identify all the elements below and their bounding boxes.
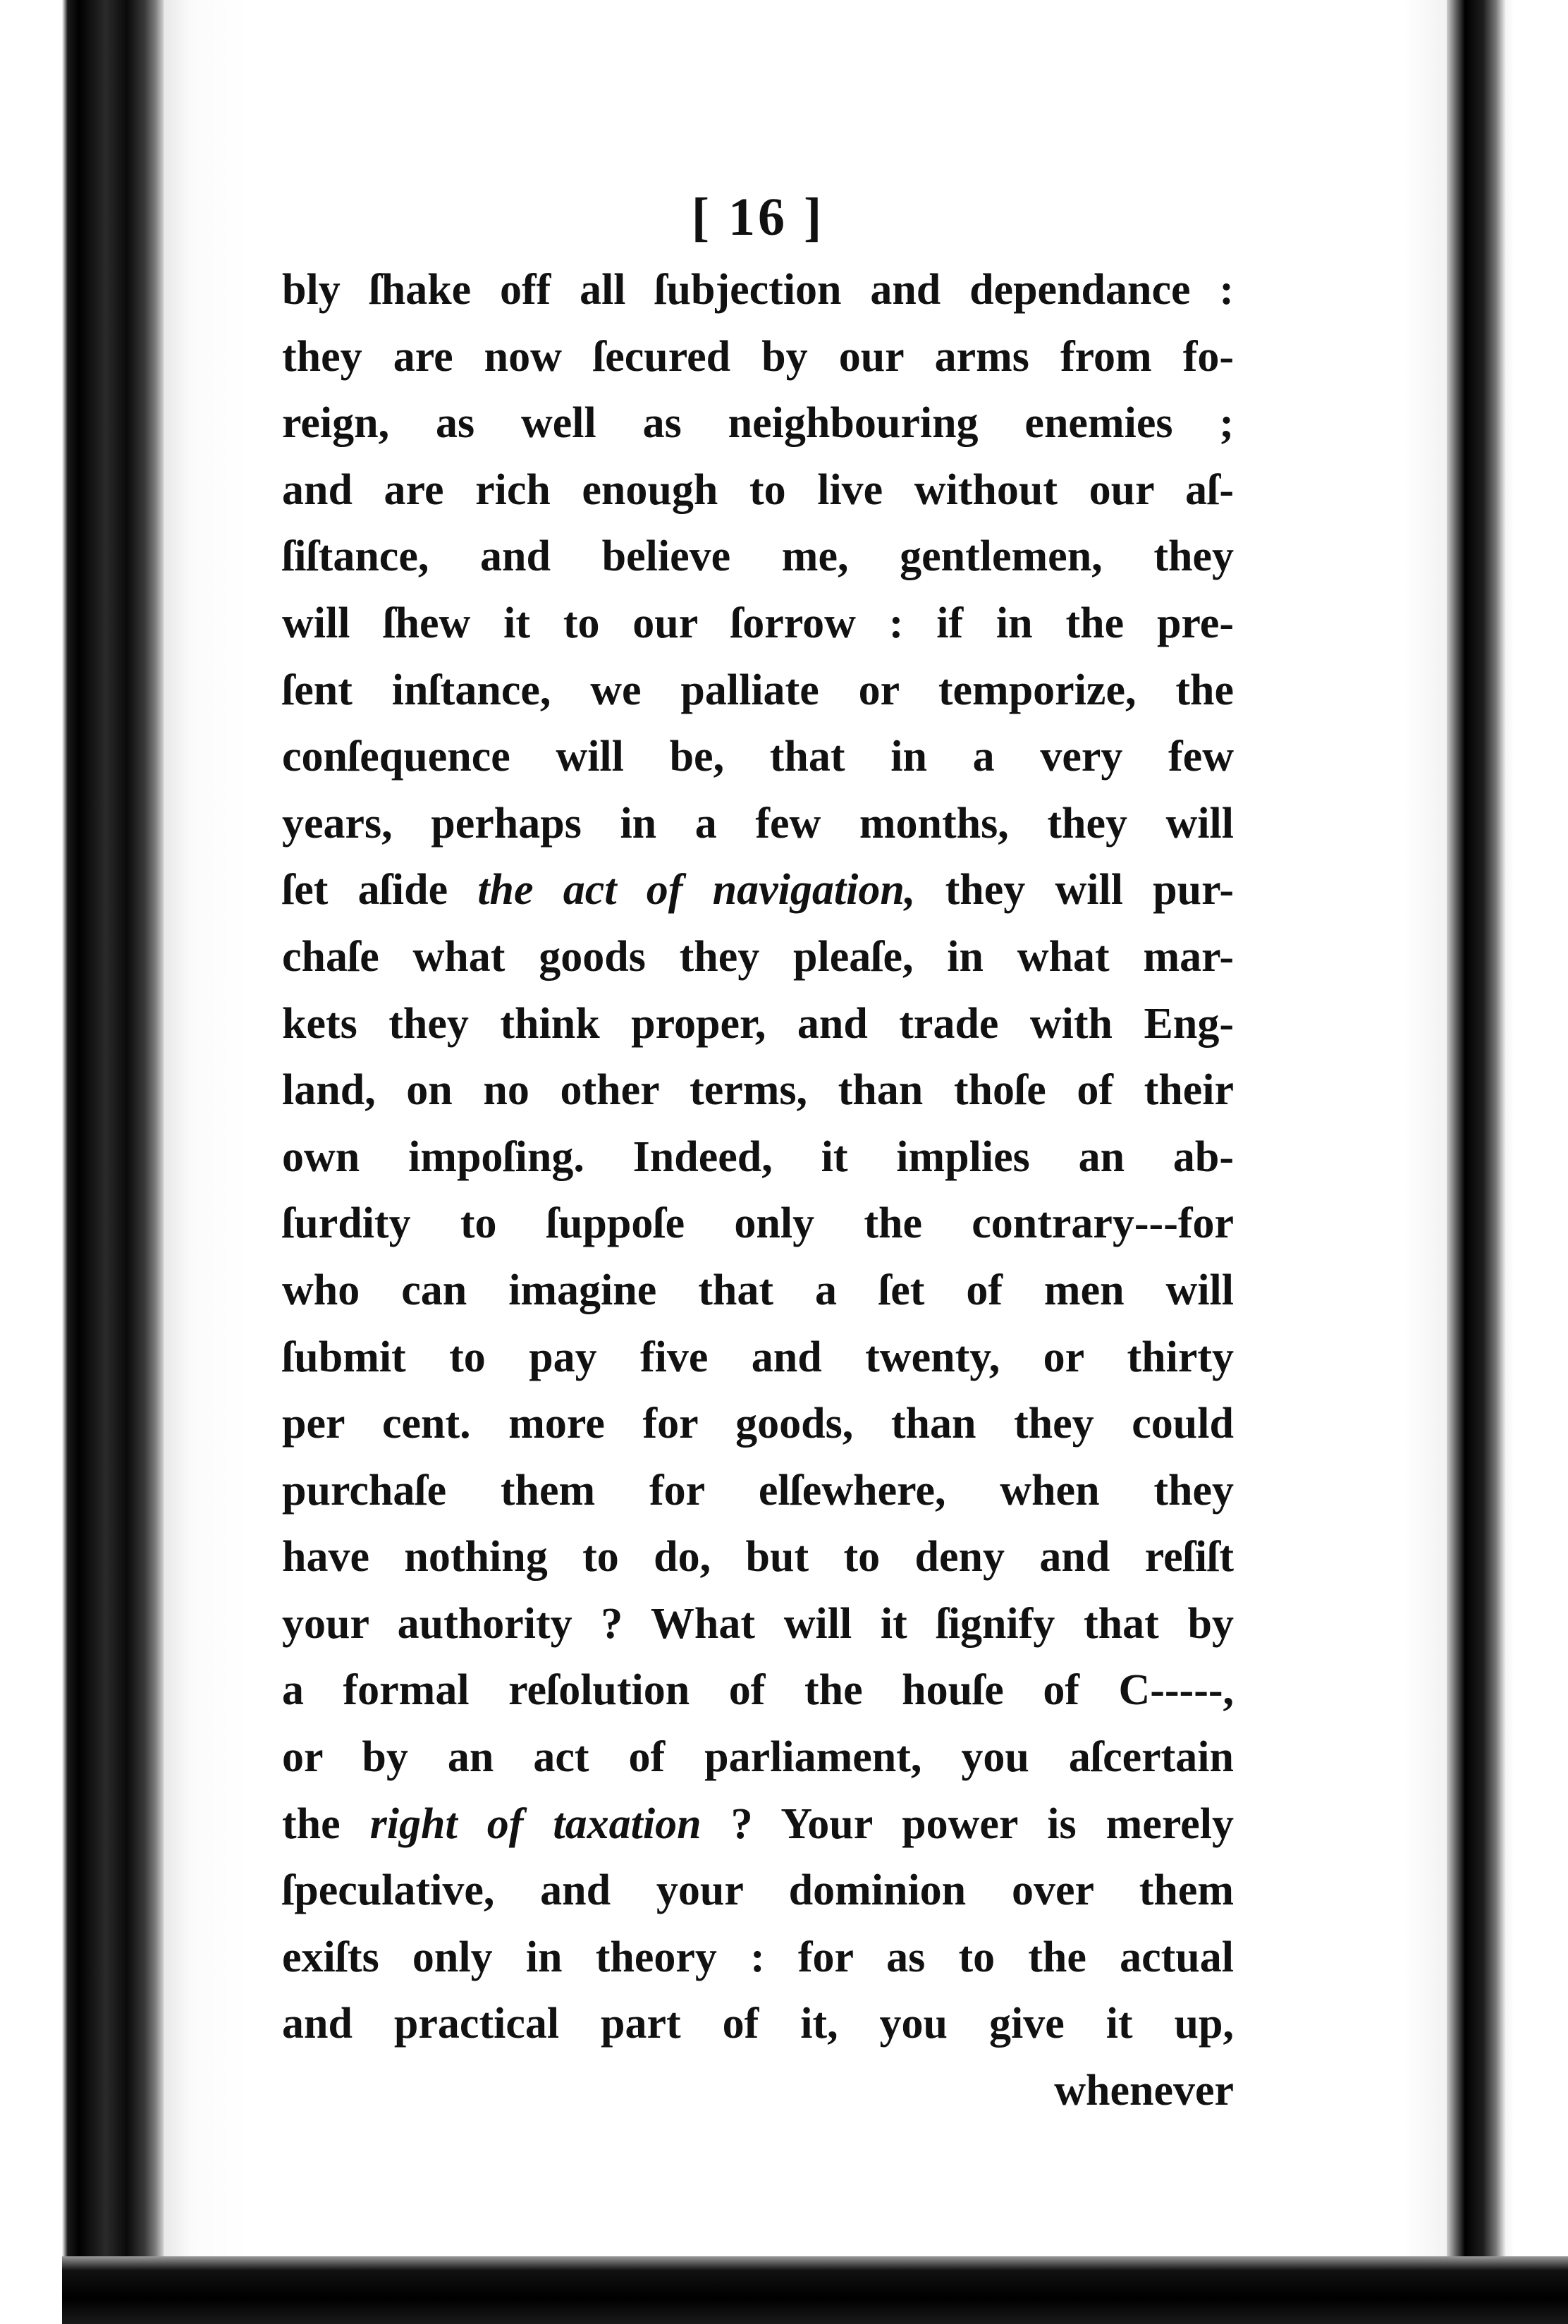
text-line: years, perhaps in a few months, they will bbox=[282, 799, 1234, 848]
text-line: have nothing to do, but to deny and reſiſt bbox=[282, 1533, 1234, 1582]
text-line: will ſhew it to our ſorrow : if in the pre- bbox=[282, 599, 1234, 647]
text-span: ſet aſide bbox=[282, 866, 478, 915]
catchword: whenever bbox=[1054, 2067, 1234, 2115]
text-line: bly ſhake off all ſubjection and dependance : bbox=[282, 266, 1234, 314]
text-line: kets they think proper, and trade with Eng- bbox=[282, 999, 1234, 1048]
text-line: and practical part of it, you give it up, bbox=[282, 2000, 1234, 2048]
page-edge-right bbox=[1447, 0, 1568, 2324]
text-line: your authority ? What will it ſignify that by bbox=[282, 1599, 1234, 1648]
italic-phrase: right of taxation bbox=[369, 1799, 702, 1848]
text-line bbox=[282, 1791, 1234, 1858]
binding-gutter bbox=[0, 0, 164, 2324]
text-line: conſequence will be, that in a very few bbox=[282, 733, 1234, 781]
text-line: or by an act of parliament, you aſcertain bbox=[282, 1733, 1234, 1782]
text-line: ſent inſtance, we palliate or temporize, the bbox=[282, 666, 1234, 714]
text-line: ſpeculative, and your dominion over them bbox=[282, 1866, 1234, 1915]
text-line: they are now ſecured by our arms from fo- bbox=[282, 332, 1234, 381]
text-line: reign, as well as neighbouring enemies ; bbox=[282, 399, 1234, 448]
text-span: the bbox=[282, 1799, 370, 1848]
text-line: land, on no other terms, than thoſe of their bbox=[282, 1066, 1234, 1115]
page-edge-bottom bbox=[62, 2256, 1568, 2324]
text-line: own impoſing. Indeed, it implies an ab- bbox=[282, 1132, 1234, 1181]
text-line: a formal reſolution of the houſe of C-----, bbox=[282, 1666, 1234, 1715]
text-line: and are rich enough to live without our aſ- bbox=[282, 465, 1234, 514]
text-line: purchaſe them for elſewhere, when they bbox=[282, 1466, 1234, 1515]
text-line: exiſts only in theory : for as to the actual bbox=[282, 1933, 1234, 1981]
text-line: ſurdity to ſuppoſe only the contrary---for bbox=[282, 1199, 1234, 1248]
text-line: who can imagine that a ſet of men will bbox=[282, 1266, 1234, 1314]
text-span: ? Your power is merely bbox=[701, 1799, 1234, 1848]
italic-phrase: the act of navigation, bbox=[477, 866, 916, 915]
text-line: chaſe what goods they pleaſe, in what mar- bbox=[282, 932, 1234, 981]
text-line bbox=[282, 857, 1234, 924]
page-text bbox=[282, 182, 1234, 2124]
text-line: per cent. more for goods, than they could bbox=[282, 1400, 1234, 1448]
text-line: ſubmit to pay five and twenty, or thirty bbox=[282, 1333, 1234, 1381]
page-number: [ 16 ] bbox=[691, 188, 825, 247]
text-line: ſiſtance, and believe me, gentlemen, they bbox=[282, 532, 1234, 581]
body-lines bbox=[282, 257, 1234, 2057]
text-span: they will pur- bbox=[915, 866, 1234, 915]
